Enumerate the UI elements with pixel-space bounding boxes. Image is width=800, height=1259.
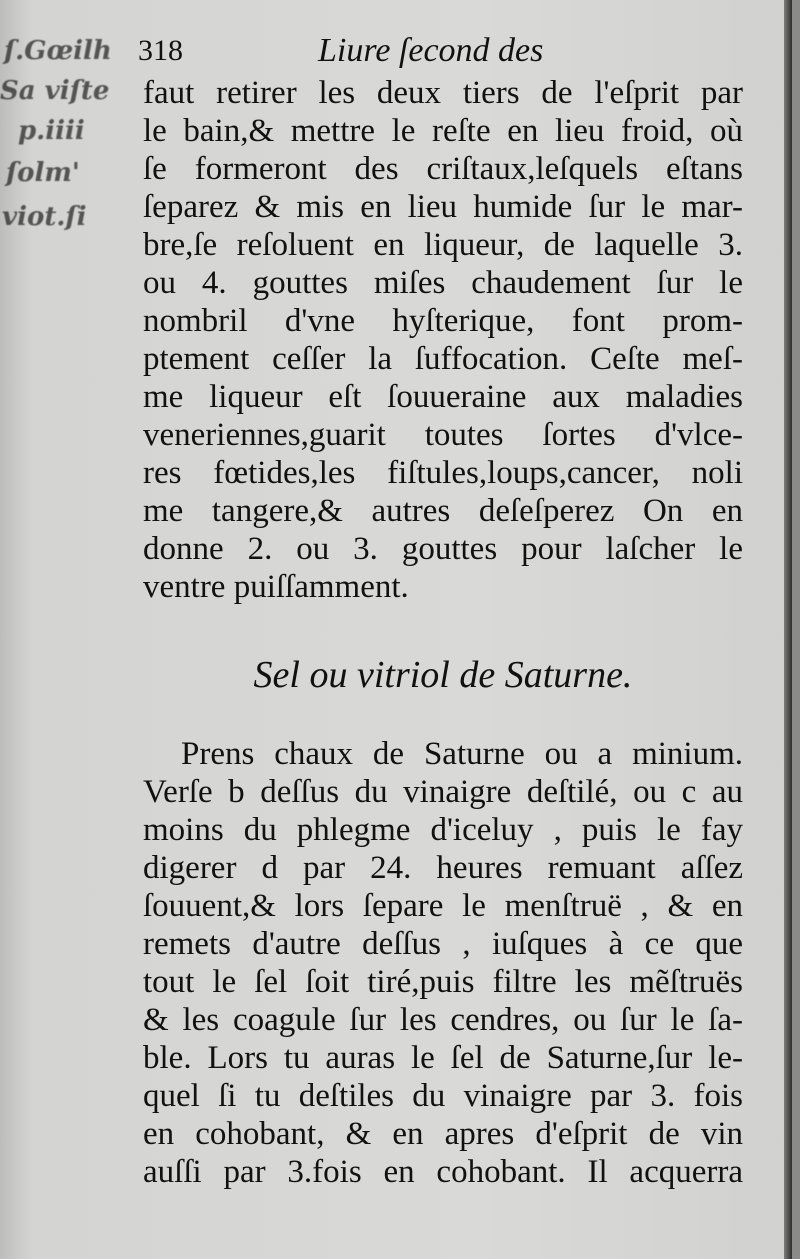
margin-note-line: ſolm': [6, 158, 80, 188]
margin-note-line: p.iiii: [18, 116, 85, 146]
text-line: ptement ceſſer la ſuffocation. Ceſte meſ-: [143, 341, 743, 377]
text-line: & les coagule ſur les cendres, ou ſur le ſa-: [143, 1002, 743, 1038]
text-line: quel ſi tu deſtiles du vinaigre par 3. fois: [143, 1078, 743, 1114]
margin-note-line: viot.ſi: [2, 202, 87, 232]
text-line: ventre puiſſamment.: [143, 569, 409, 605]
text-line: digerer d par 24. heures remuant aſſez: [143, 850, 743, 886]
running-title: Liure ſecond des: [318, 32, 544, 69]
page-edge-shadow: [784, 0, 792, 1259]
text-line: faut retirer les deux tiers de l'eſprit par: [143, 75, 743, 111]
text-line: me liqueur eſt ſouueraine aux maladies: [143, 379, 743, 415]
text-line: ſouuent,& lors ſepare le menſtruë , & en: [143, 888, 743, 924]
handwritten-margin-note: [0, 30, 150, 250]
text-line: ſe formeront des criſtaux,leſquels eſtans: [143, 151, 743, 187]
text-line: moins du phlegme d'iceluy , puis le fay: [143, 812, 743, 848]
text-line: le bain,& mettre le reſte en lieu froid, où: [143, 113, 743, 149]
text-line: ſeparez & mis en lieu humide ſur le mar-: [143, 189, 743, 225]
text-line: nombril d'vne hyſterique, font prom-: [143, 303, 743, 339]
text-line: bre,ſe reſoluent en liqueur, de laquelle 3.: [143, 227, 743, 263]
text-line: tout le ſel ſoit tiré,puis filtre les mẽſtruës: [143, 964, 743, 1000]
text-line: ou 4. gouttes miſes chaudement ſur le: [143, 265, 743, 301]
text-line: donne 2. ou 3. gouttes pour laſcher le: [143, 531, 743, 567]
text-line: auſſi par 3.fois en cohobant. Il acquerra: [143, 1154, 743, 1190]
text-line: en cohobant, & en apres d'eſprit de vin: [143, 1116, 743, 1152]
text-line: Verſe b deſſus du vinaigre deſtilé, ou c au: [143, 774, 743, 810]
text-line: res fœtides,les fiſtules,loups,cancer, noli: [143, 455, 743, 491]
margin-note-line: ſ.Gœilh: [4, 36, 112, 66]
page-header: [138, 28, 738, 74]
margin-note-line: Sa viſte: [0, 76, 110, 106]
text-line: me tangere,& autres deſeſperez On en: [143, 493, 743, 529]
text-line: ble. Lors tu auras le ſel de Saturne,ſur le-: [143, 1040, 743, 1076]
paragraph-recipe: [143, 735, 743, 1191]
text-line: Prens chaux de Saturne ou a minium.: [181, 736, 743, 772]
section-heading: Sel ou vitriol de Saturne.: [253, 654, 633, 696]
page-number: 318: [138, 34, 183, 67]
text-line: veneriennes,guarit toutes ſortes d'vlce-: [143, 417, 743, 453]
paragraph-continued: [143, 74, 743, 606]
text-line: remets d'autre deſſus , iuſques à ce que: [143, 926, 743, 962]
